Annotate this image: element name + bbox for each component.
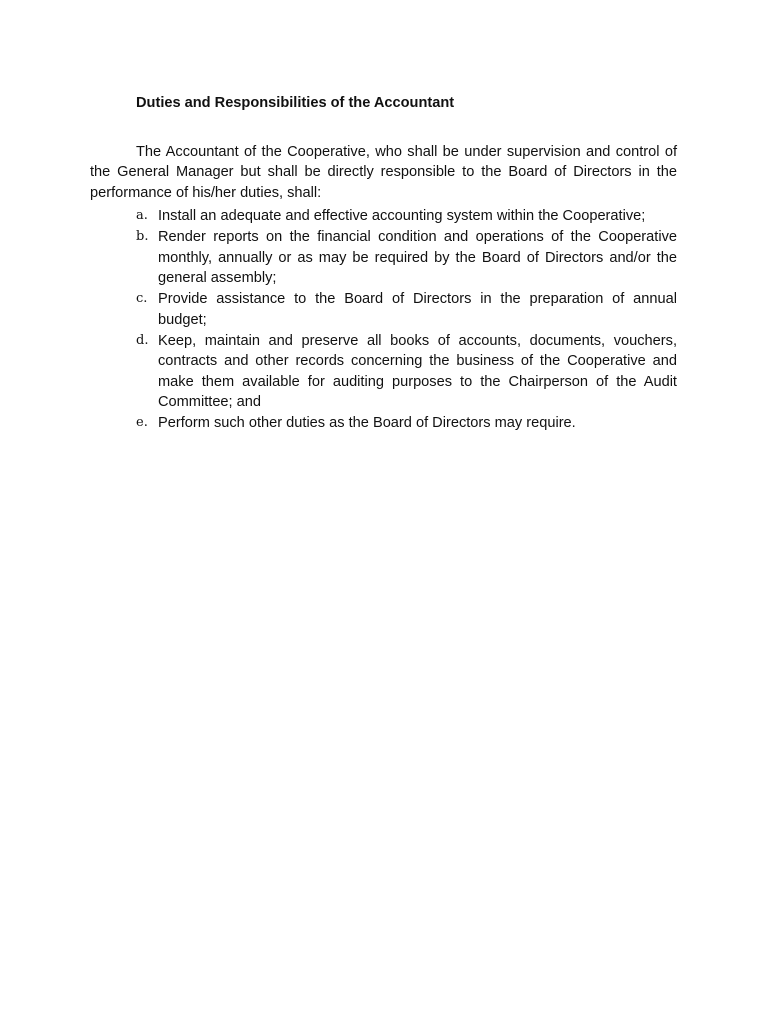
duty-marker: d.: [136, 332, 149, 348]
intro-paragraph: The Accountant of the Cooperative, who shall be under supervision and control of the General Manager but shall be directly responsible to the Board of Directors in the performance of his/her duties, shall:: [90, 144, 677, 201]
duty-text: Provide assistance to the Board of Directors in the preparation of annual budget;: [158, 291, 677, 328]
duty-item: [136, 227, 677, 288]
duty-marker: c.: [136, 291, 148, 307]
duty-text: Render reports on the financial condition and operations of the Cooperative monthly, annually or as may be required by the Board of Directors and/or the general assembly;: [158, 229, 677, 287]
duty-text: Install an adequate and effective accounting system within the Cooperative;: [158, 208, 646, 224]
document-title: Duties and Responsibilities of the Accountant: [136, 95, 455, 111]
duty-item: [136, 289, 677, 330]
duty-marker: b.: [136, 229, 149, 245]
duty-marker: e.: [136, 415, 148, 431]
duty-item: [136, 331, 677, 413]
duty-text: Keep, maintain and preserve all books of accounts, documents, vouchers, contracts and other records concerning the business of the Cooperative and make them available for auditing purposes to the Chairperson of the Audit Committee; and: [158, 332, 677, 411]
duty-item: [136, 206, 677, 226]
duty-marker: a.: [136, 208, 148, 223]
duty-text: Perform such other duties as the Board of Directors may require.: [158, 415, 576, 432]
duty-item: [136, 413, 677, 433]
duties-list: [136, 206, 677, 434]
